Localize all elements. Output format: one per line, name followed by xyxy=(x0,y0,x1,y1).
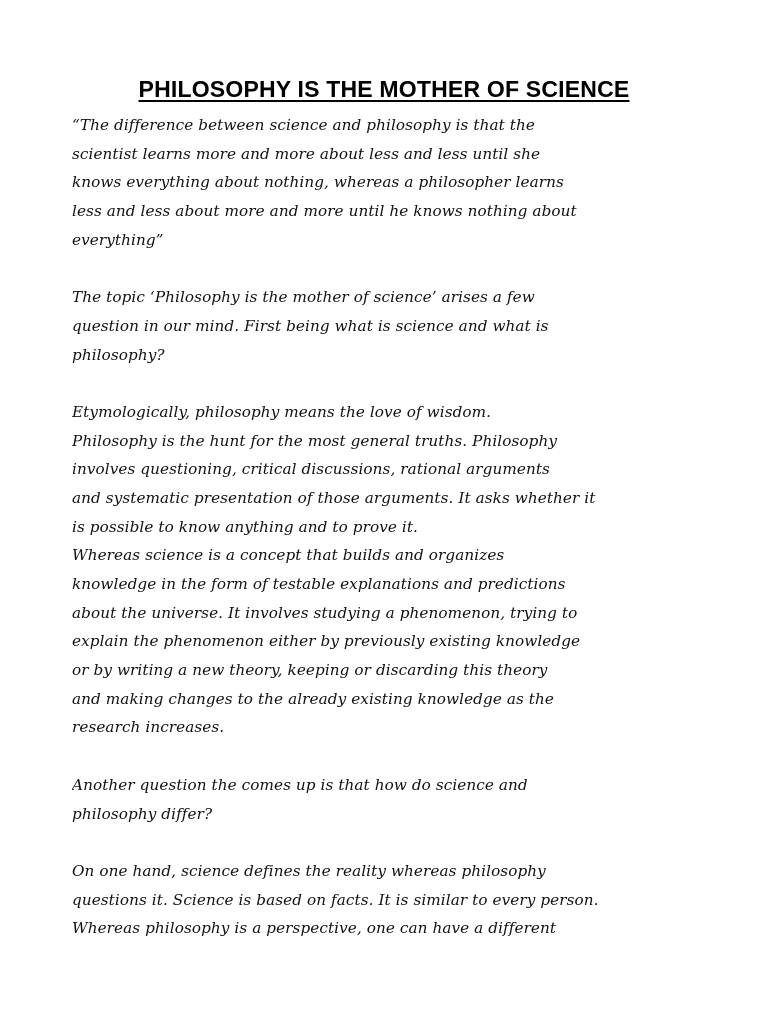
text-line: Whereas philosophy is a perspective, one can have a different xyxy=(72,919,557,938)
document-body xyxy=(72,111,702,943)
text-line: involves questioning, critical discussions, rational arguments xyxy=(72,460,550,479)
paragraph-spacer xyxy=(72,742,702,771)
text-line: Philosophy is the hunt for the most general truths. Philosophy xyxy=(72,431,558,450)
text-line: is possible to know anything and to prove it. xyxy=(72,517,418,536)
text-line: The topic ‘Philosophy is the mother of science’ arises a few xyxy=(72,288,535,307)
paragraph-definitions xyxy=(72,398,702,742)
paragraph-topic xyxy=(72,283,702,369)
text-line: “The difference between science and philosophy is that the xyxy=(72,116,535,134)
text-line: philosophy differ? xyxy=(72,804,213,823)
text-line: scientist learns more and more about less and less until she xyxy=(72,144,541,163)
text-line: or by writing a new theory, keeping or discarding this theory xyxy=(72,661,548,680)
text-line: Whereas science is a concept that builds and organizes xyxy=(72,546,505,565)
paragraph-spacer xyxy=(72,254,702,283)
text-line: research increases. xyxy=(72,718,225,737)
text-line: about the universe. It involves studying a phenomenon, trying to xyxy=(72,603,578,622)
paragraph-comparison xyxy=(72,857,702,943)
text-line: Another question the comes up is that how do science and xyxy=(72,775,528,794)
paragraph-spacer xyxy=(72,369,702,398)
paragraph-question xyxy=(72,771,702,828)
text-line: question in our mind. First being what is science and what is xyxy=(72,316,549,335)
text-line: everything” xyxy=(72,230,164,249)
text-line: explain the phenomenon either by previously existing knowledge xyxy=(72,632,581,651)
text-line: knowledge in the form of testable explanations and predictions xyxy=(72,575,566,593)
text-line: knows everything about nothing, whereas a philosopher learns xyxy=(72,173,564,192)
text-line: and systematic presentation of those arguments. It asks whether it xyxy=(72,488,596,507)
paragraph-quote xyxy=(72,111,702,254)
text-line: philosophy? xyxy=(72,345,165,364)
text-line: less and less about more and more until he knows nothing about xyxy=(72,202,577,221)
document-title: PHILOSOPHY IS THE MOTHER OF SCIENCE xyxy=(138,76,630,102)
paragraph-spacer xyxy=(72,828,702,857)
text-line: Etymologically, philosophy means the love of wisdom. xyxy=(72,402,492,421)
text-line: On one hand, science defines the reality whereas philosophy xyxy=(72,861,546,880)
text-line: questions it. Science is based on facts. It is similar to every person. xyxy=(72,890,599,909)
text-line: and making changes to the already existing knowledge as the xyxy=(72,689,554,708)
